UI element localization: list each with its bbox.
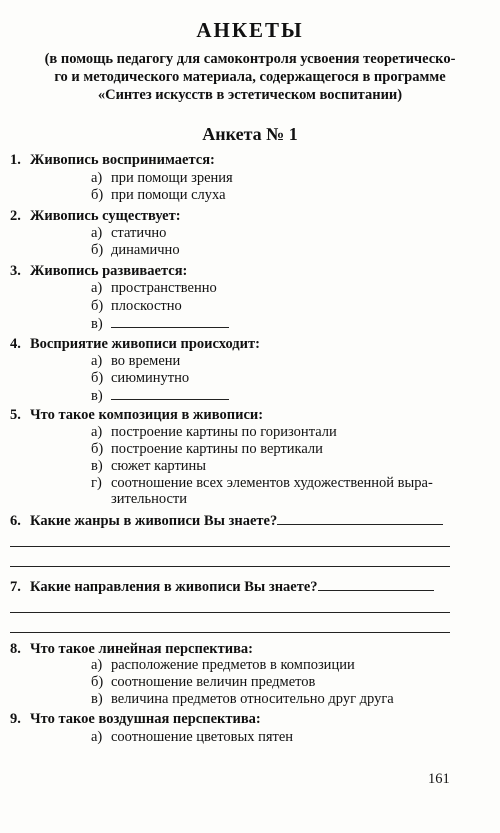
option-3b xyxy=(91,298,182,315)
option-1b xyxy=(91,187,226,204)
option-text: зительности xyxy=(111,491,188,507)
option-text: во времени xyxy=(111,353,181,369)
option-3c xyxy=(91,315,229,333)
question-text: Какие направления в живописи Вы знаете? xyxy=(30,579,318,595)
page-title: АНКЕТЫ xyxy=(196,18,304,42)
option-5d-continued xyxy=(91,491,187,508)
question-3 xyxy=(10,263,187,280)
option-text: соотношение всех элементов художественной выра- xyxy=(111,475,433,491)
option-letter: а) xyxy=(91,424,103,440)
option-5c xyxy=(91,458,206,475)
option-5b xyxy=(91,441,323,458)
question-number: 9. xyxy=(10,711,21,727)
option-text: при помощи зрения xyxy=(111,170,233,186)
page-number: 161 xyxy=(428,771,450,787)
option-3a xyxy=(91,280,217,297)
question-4 xyxy=(10,336,260,353)
option-4c xyxy=(91,387,229,405)
option-letter: б) xyxy=(91,674,104,690)
option-text: сиюминутно xyxy=(111,370,190,386)
option-8b xyxy=(91,674,315,691)
question-number: 8. xyxy=(10,641,21,657)
question-number: 7. xyxy=(10,579,21,595)
option-text: расположение предметов в композиции xyxy=(111,657,355,673)
option-letter: б) xyxy=(91,370,104,386)
option-4a xyxy=(91,353,180,370)
option-2b xyxy=(91,242,180,259)
answer-blank[interactable] xyxy=(318,578,434,591)
option-text: соотношение цветовых пятен xyxy=(111,729,294,745)
question-text: Восприятие живописи происходит: xyxy=(30,336,260,352)
option-text: при помощи слуха xyxy=(111,187,226,203)
answer-blank[interactable] xyxy=(111,387,229,400)
option-text: динамично xyxy=(111,242,180,258)
question-5 xyxy=(10,407,263,424)
page-subtitle xyxy=(14,50,486,104)
option-text: пространственно xyxy=(111,280,217,296)
question-number: 6. xyxy=(10,513,21,529)
subtitle-line: (в помощь педагогу для самоконтроля усвоения теоретическо- xyxy=(44,51,456,67)
option-text: сюжет картины xyxy=(111,458,207,474)
option-letter: б) xyxy=(91,441,104,457)
question-6 xyxy=(10,512,443,530)
question-number: 5. xyxy=(10,407,21,423)
option-letter: г) xyxy=(91,475,102,491)
option-letter: б) xyxy=(91,298,104,314)
option-2a xyxy=(91,225,166,242)
answer-line[interactable] xyxy=(10,566,450,567)
option-text: построение картины по горизонтали xyxy=(111,424,337,440)
answer-line[interactable] xyxy=(10,546,450,547)
option-letter: б) xyxy=(91,187,104,203)
option-letter: а) xyxy=(91,280,103,296)
question-9 xyxy=(10,711,261,728)
option-text: плоскостно xyxy=(111,298,182,314)
question-text: Живопись развивается: xyxy=(30,263,188,279)
question-number: 4. xyxy=(10,336,21,352)
question-text: Что такое композиция в живописи: xyxy=(30,407,264,423)
question-text: Живопись воспринимается: xyxy=(30,152,215,168)
answer-line[interactable] xyxy=(10,632,450,633)
option-1a xyxy=(91,170,233,187)
option-4b xyxy=(91,370,189,387)
question-2 xyxy=(10,208,181,225)
question-number: 3. xyxy=(10,263,21,279)
question-8 xyxy=(10,641,253,658)
option-text: величина предметов относительно друг друга xyxy=(111,691,394,707)
option-text: построение картины по вертикали xyxy=(111,441,323,457)
question-text: Живопись существует: xyxy=(30,208,181,224)
question-7 xyxy=(10,578,434,596)
question-text: Какие жанры в живописи Вы знаете? xyxy=(30,513,278,529)
option-8c xyxy=(91,691,394,708)
option-letter: в) xyxy=(91,388,103,404)
option-letter: а) xyxy=(91,170,103,186)
question-number: 1. xyxy=(10,152,21,168)
option-letter: в) xyxy=(91,316,103,332)
question-text: Что такое воздушная перспектива: xyxy=(30,711,261,727)
option-letter: а) xyxy=(91,225,103,241)
option-text: статично xyxy=(111,225,167,241)
option-letter: в) xyxy=(91,691,103,707)
question-1 xyxy=(10,152,215,169)
option-letter: а) xyxy=(91,729,103,745)
subtitle-line: «Синтез искусств в эстетическом воспитании) xyxy=(97,87,403,103)
option-letter: а) xyxy=(91,353,103,369)
answer-blank[interactable] xyxy=(277,512,443,525)
anketa-heading: Анкета № 1 xyxy=(202,124,298,144)
answer-line[interactable] xyxy=(10,612,450,613)
subtitle-line: го и методического материала, содержащегося в программе xyxy=(54,69,446,85)
option-text: соотношение величин предметов xyxy=(111,674,316,690)
option-5d xyxy=(91,475,433,492)
answer-blank[interactable] xyxy=(111,315,229,328)
option-letter: в) xyxy=(91,458,103,474)
question-number: 2. xyxy=(10,208,21,224)
option-5a xyxy=(91,424,337,441)
option-8a xyxy=(91,657,355,674)
option-letter: б) xyxy=(91,242,104,258)
option-letter: а) xyxy=(91,657,103,673)
option-9a xyxy=(91,729,293,746)
question-text: Что такое линейная перспектива: xyxy=(30,641,254,657)
